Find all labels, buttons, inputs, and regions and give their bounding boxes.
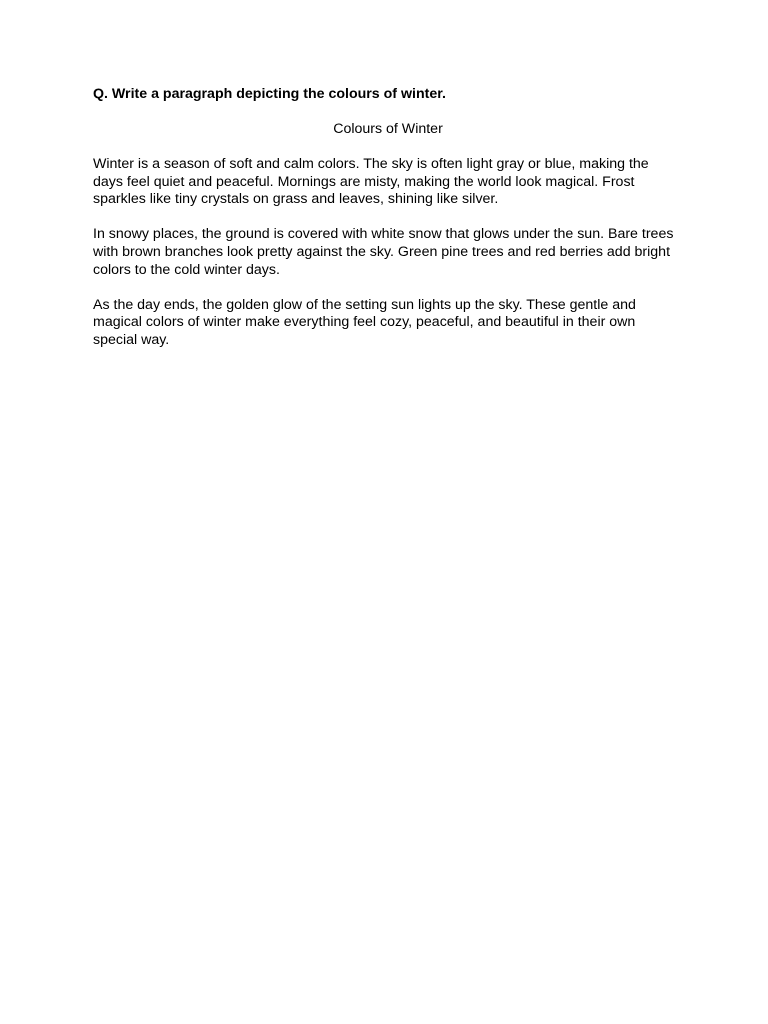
paragraph-1: Winter is a season of soft and calm colors. The sky is often light gray or blue, making the days feel quiet and peaceful. Mornings are misty, making the world look magical. Frost sparkles like tiny crystals on grass and leaves, shining like silver.: [93, 156, 649, 208]
document-page: [93, 86, 683, 350]
essay-title: Colours of Winter: [333, 121, 443, 138]
paragraph-3: As the day ends, the golden glow of the setting sun lights up the sky. These gentle and magical colors of winter make everything feel cozy, peaceful, and beautiful in their own special way.: [93, 296, 636, 348]
question-heading: Q. Write a paragraph depicting the colours of winter.: [93, 86, 446, 102]
paragraph-2: In snowy places, the ground is covered with white snow that glows under the sun. Bare trees with brown branches look pretty against the sky. Green pine trees and red berries add bright colors to the cold winter days.: [93, 226, 674, 278]
